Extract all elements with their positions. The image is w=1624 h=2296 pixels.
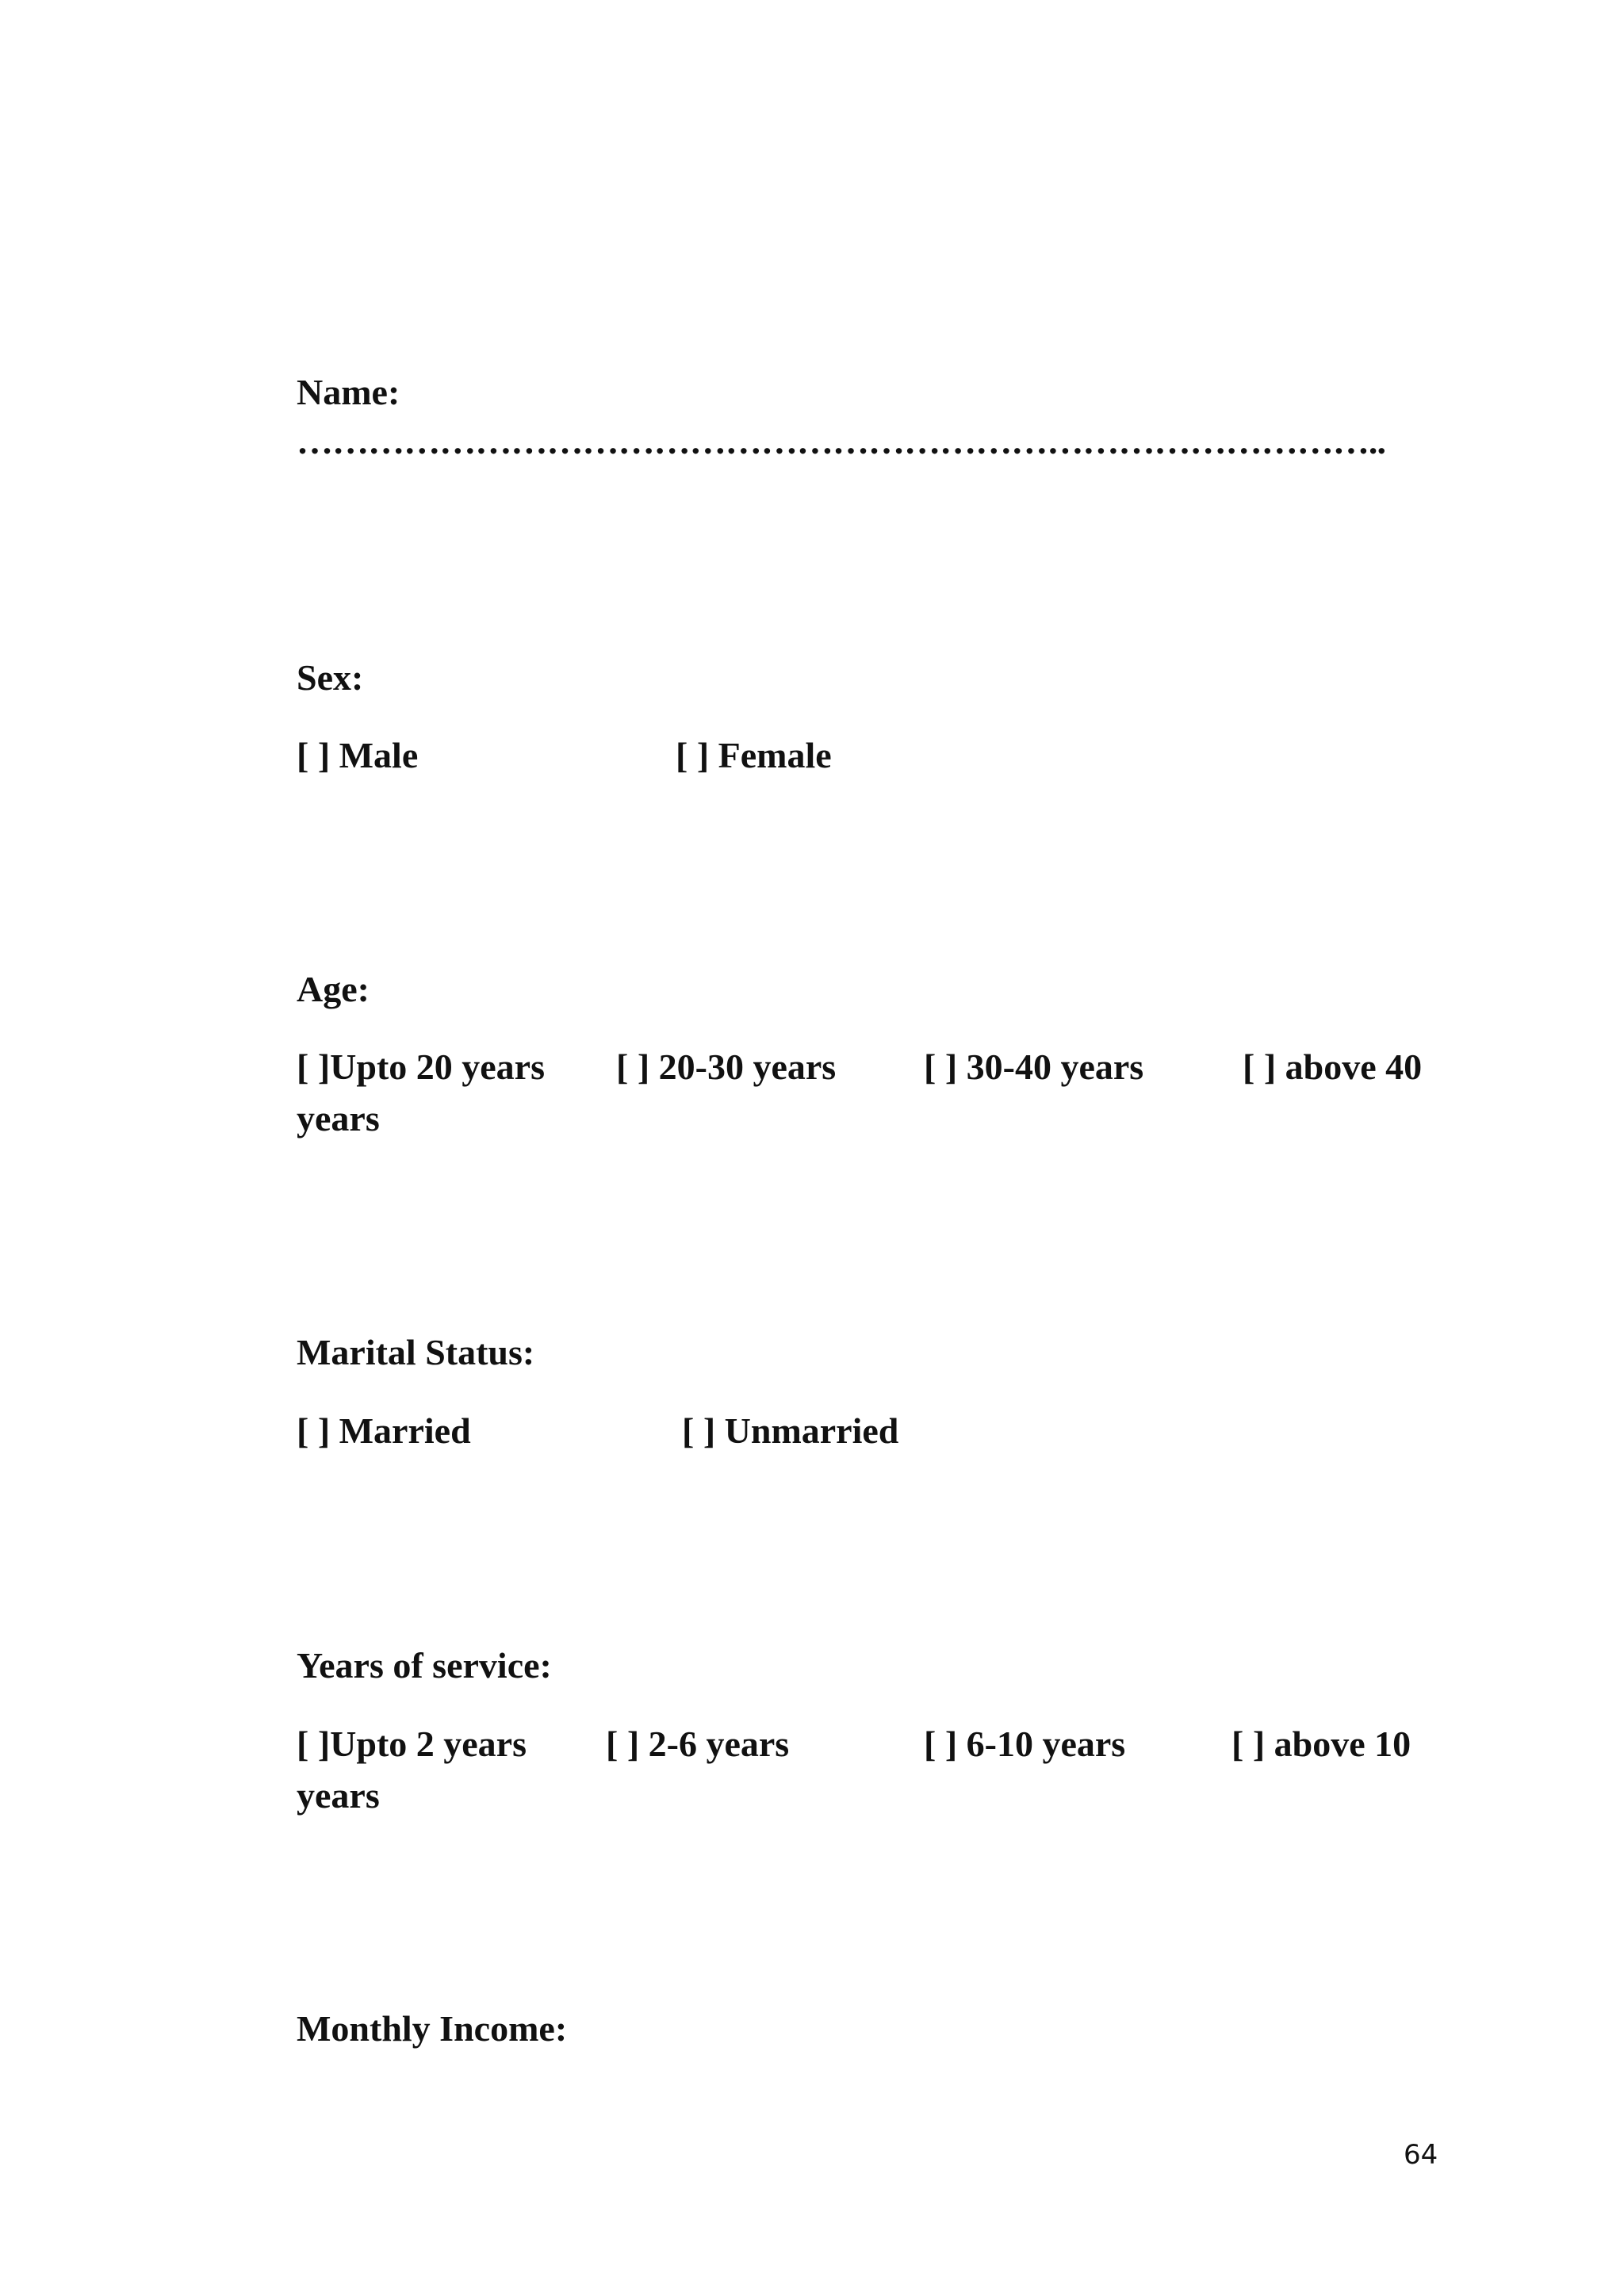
marital-status-label: Marital Status:: [297, 1332, 535, 1372]
sex-option-female: [ ] Female: [676, 735, 832, 775]
service-option-6-10: [ ] 6-10 years: [924, 1724, 1126, 1764]
service-option-upto-2: [ ]Upto 2 years: [297, 1724, 527, 1764]
name-label: Name:: [297, 372, 400, 412]
service-option-wrap: years: [297, 1775, 380, 1816]
age-label: Age:: [297, 969, 370, 1009]
marital-option-unmarried: [ ] Unmarried: [682, 1410, 899, 1451]
age-option-20-30: [ ] 20-30 years: [616, 1047, 837, 1087]
name-fill-line: ………………………………………………………………………………..: [297, 421, 1386, 461]
years-of-service-label: Years of service:: [297, 1645, 552, 1686]
age-option-wrap: years: [297, 1098, 380, 1138]
age-option-30-40: [ ] 30-40 years: [924, 1047, 1144, 1087]
service-option-2-6: [ ] 2-6 years: [606, 1724, 790, 1764]
service-option-above-10: [ ] above 10: [1231, 1724, 1411, 1764]
age-option-upto-20: [ ]Upto 20 years: [297, 1047, 545, 1087]
monthly-income-label: Monthly Income:: [297, 2008, 568, 2049]
marital-option-married: [ ] Married: [297, 1410, 471, 1451]
page-number: 64: [1404, 2139, 1438, 2171]
sex-label: Sex:: [297, 657, 364, 698]
sex-option-male: [ ] Male: [297, 735, 419, 775]
age-option-above-40: [ ] above 40: [1243, 1047, 1423, 1087]
